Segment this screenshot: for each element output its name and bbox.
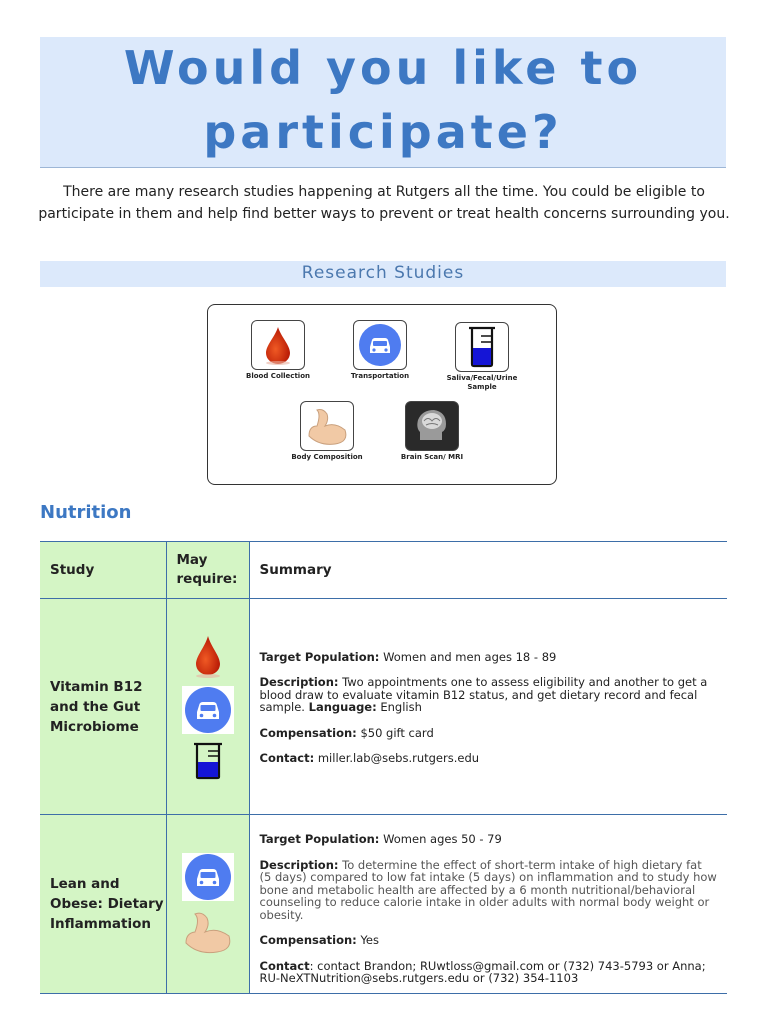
car-icon	[182, 853, 234, 901]
header-may-require: May require:	[166, 542, 249, 599]
section-title-nutrition: Nutrition	[40, 502, 132, 523]
target-population: Women ages 50 - 79	[383, 832, 502, 846]
legend-item-body	[282, 401, 372, 462]
legend-label-blood: Blood Collection	[246, 372, 310, 380]
flexed-arm-icon	[305, 406, 349, 446]
legend-item-transport	[335, 320, 425, 381]
study-name: Lean and Obese: Dietary Inflammation	[50, 875, 164, 932]
page-title-line-1: Would you like to	[123, 41, 643, 95]
compensation: Yes	[360, 933, 380, 947]
language: English	[380, 700, 422, 714]
target-population: Women and men ages 18 - 89	[383, 649, 557, 664]
header-study: Study	[40, 542, 166, 599]
blood-drop-icon	[263, 325, 293, 365]
legend-label-transport: Transportation	[350, 372, 410, 380]
research-studies-heading: Research Studies	[40, 261, 726, 287]
title-banner	[40, 37, 726, 168]
icon-legend	[207, 304, 557, 485]
summary-cell: Target Population: Women ages 50 - 79 Description: To determine the effect of short-term intake of high dietary fat (5 days) compared to low fat intake (5 days) on inflammation and to study how bone and metabolic health are affected by a 6 month nutritional/behavioral counseling to reduce calorie intake in older adults with normal body weight or obesity. Compensation: Yes Contact: contact Brandon; RUwtloss@gmail.com or (732) 743-5793 or Anna; RU-NeXTNutrition@sebs.rutgers.edu or (732) 354-1103	[249, 815, 727, 994]
compensation: $50 gift card	[360, 725, 434, 740]
page-title-line-2: participate?	[203, 105, 563, 159]
legend-item-sample	[437, 322, 527, 392]
brain-scan-icon	[412, 406, 452, 446]
car-icon	[182, 686, 234, 734]
table-row	[40, 599, 727, 815]
blood-drop-icon	[193, 634, 223, 678]
requires-cell	[166, 599, 249, 815]
intro-paragraph: There are many research studies happening at Rutgers all the time. You could be eligible to participate in them and help find better ways to prevent or treat health concerns surrounding you.	[38, 184, 730, 222]
legend-label-sample: Saliva/Fecal/Urine Sample	[446, 374, 518, 391]
contact: miller.lab@sebs.rutgers.edu	[317, 751, 480, 765]
flexed-arm-icon	[182, 909, 234, 955]
beaker-icon	[192, 742, 224, 780]
requires-cell	[166, 815, 249, 994]
study-name: Vitamin B12 and the Gut Microbiome	[50, 678, 143, 735]
legend-item-brain	[387, 401, 477, 462]
description: Two appointments one to assess eligibility and another to get a blood draw to evaluate vitamin B12 status, and get dietary record and fecal sample.	[259, 675, 708, 714]
studies-table	[40, 541, 727, 994]
header-summary: Summary	[249, 542, 727, 599]
contact: : contact Brandon; RUwtloss@gmail.com or (732) 743-5793 or Anna; RU-NeXTNutrition@sebs.rutgers.edu or (732) 354-1103	[259, 958, 706, 985]
table-row	[40, 815, 727, 994]
legend-label-body: Body Composition	[291, 453, 363, 461]
summary-cell: Target Population: Women and men ages 18 - 89 Description: Two appointments one to assess eligibility and another to get a blood draw to evaluate vitamin B12 status, and get dietary record and fecal sample. Language: English Compensation: $50 gift card Contact: miller.lab@sebs.rutgers.edu	[249, 599, 727, 815]
table-header-row	[40, 542, 727, 599]
legend-item-blood	[233, 320, 323, 381]
beaker-icon	[467, 326, 497, 368]
car-icon	[358, 323, 402, 367]
description: To determine the effect of short-term intake of high dietary fat (5 days) compared to low fat intake (5 days) on inflammation and to study how bone and metabolic health are affected by a 6 month nutritional/behavioral counseling to reduce calorie intake in older adults with normal body weight or obesity.	[259, 857, 717, 922]
legend-label-brain: Brain Scan/ MRI	[400, 453, 464, 461]
